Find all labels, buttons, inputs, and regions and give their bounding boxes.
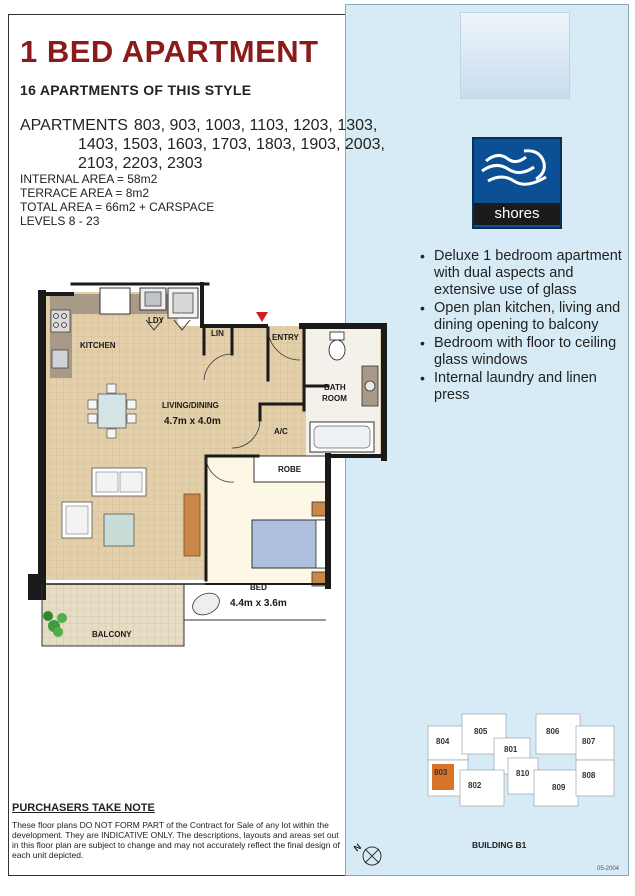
sink-icon [52,350,68,368]
entry-marker-icon [256,312,268,322]
unit-label: 804 [436,737,450,746]
robe-label: ROBE [278,465,302,474]
compass-icon [352,838,384,870]
unit-label: 801 [504,745,518,754]
feature-item: • Internal laundry and linen press [420,370,625,404]
fridge-icon [100,288,130,314]
building-label: BUILDING B1 [472,840,527,850]
purchasers-note-body: These floor plans DO NOT FORM PART of the Contract for Sale of any lot within the development. They are INDICATIVE ONLY. The descriptions, layouts and areas set out in this floor plan are subject to change and may not accurately reflect the final design of each unit depicted. [12,820,340,860]
unit-label: 805 [474,727,488,736]
purchasers-note-heading: PURCHASERS TAKE NOTE [12,802,155,814]
stove-icon [51,310,70,332]
sofa [92,468,146,496]
apartment-numbers-line-3: 2103, 2203, 2303 [78,155,203,172]
coffee-table [104,514,134,546]
floor-plan [28,280,398,650]
ac-label: A/C [274,427,288,436]
feature-item: • Deluxe 1 bedroom apartment with dual aspects and extensive use of glass [420,248,625,299]
living-label: LIVING/DINING [162,401,219,410]
feature-list [420,248,625,405]
bed-label: BED [250,583,267,592]
wave-logo-icon [474,139,560,201]
unit-label: 809 [552,783,566,792]
unit-label: 802 [468,781,482,790]
bed-size: 4.4m x 3.6m [230,598,287,609]
logo-text: shores [474,203,560,225]
apartment-count: 16 APARTMENTS OF THIS STYLE [20,82,252,98]
laundry-label: LDY [148,316,164,325]
balcony-label: BALCONY [92,630,132,639]
armchair [62,502,92,538]
internal-area: INTERNAL AREA = 58m2 [20,172,158,186]
unit-label: 803 [434,768,448,777]
bathroom-label-2: ROOM [322,394,347,403]
terrace-area: TERRACE AREA = 8m2 [20,186,150,200]
unit-label: 810 [516,769,530,778]
feature-item: • Open plan kitchen, living and dining opening to balcony [420,300,625,334]
apartment-list [20,116,405,173]
building-photo [460,12,570,99]
levels: LEVELS 8 - 23 [20,214,100,228]
total-area: TOTAL AREA = 66m2 + CARSPACE [20,200,215,214]
bathroom-label-1: BATH [324,383,346,392]
compass-north-label: N [352,841,364,854]
unit-label: 806 [546,727,560,736]
unit-label: 808 [582,771,596,780]
feature-item: • Bedroom with floor to ceiling glass windows [420,335,625,369]
shores-logo [472,137,562,229]
page-title: 1 BED APARTMENT [20,34,319,69]
linen-label: LIN [211,329,224,338]
tv-unit [184,494,200,556]
apartment-numbers-line-2: 1403, 1503, 1603, 1703, 1803, 1903, 2003, [78,136,385,153]
apartments-label: APARTMENTS [20,117,128,134]
toilet-icon [329,340,345,360]
document-code: 05-2004 [597,866,620,872]
unit-label: 807 [582,737,596,746]
area-summary [20,172,214,228]
entry-label: ENTRY [272,333,299,342]
building-key-plan [420,708,625,808]
kitchen-label: KITCHEN [80,341,116,350]
living-size: 4.7m x 4.0m [164,416,221,427]
apartment-numbers-line-1: 803, 903, 1003, 1103, 1203, 1303, [133,117,378,134]
